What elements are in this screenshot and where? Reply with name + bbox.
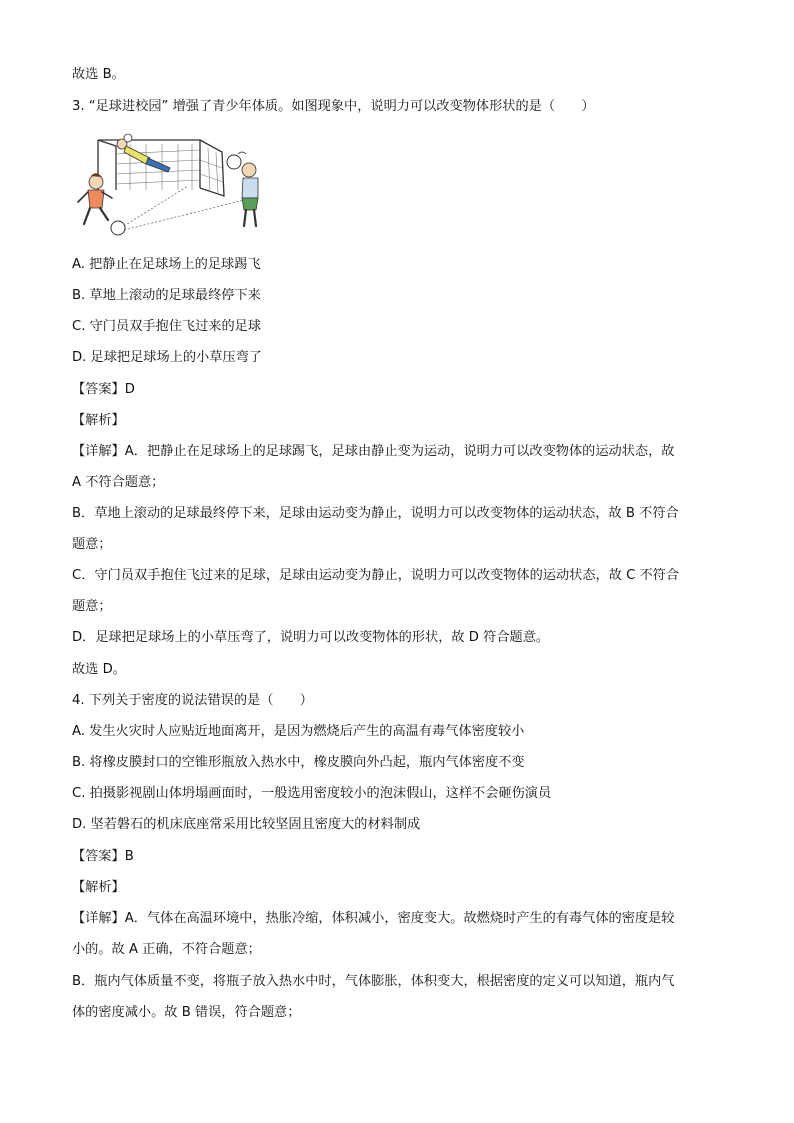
explanation-line: 题意；: [72, 599, 112, 614]
explanation-line: B．草地上滚动的足球最终停下来，足球由运动变为静止，说明力可以改变物体的运动状态，故 B 不符合: [72, 506, 679, 521]
analysis-label: 【解析】: [72, 880, 125, 895]
trajectory-lines: [124, 186, 244, 230]
answer-label: 【答案】D: [72, 382, 135, 397]
option-c: C. 拍摄影视剧山体坍塌画面时，一般选用密度较小的泡沫假山，这样不会砸伤演员: [72, 786, 552, 801]
option-d: D. 足球把足球场上的小草压弯了: [72, 350, 262, 365]
explanation-line: 体的密度减小。故 B 错误，符合题意；: [72, 1005, 301, 1020]
option-b: B. 将橡皮膜封口的空锥形瓶放入热水中，橡皮膜向外凸起，瓶内气体密度不变: [72, 755, 525, 770]
option-d: D. 坚若磐石的机床底座常采用比较坚固且密度大的材料制成: [72, 817, 421, 832]
soccer-ball-icon: [111, 221, 125, 235]
option-a: A. 把静止在足球场上的足球踢飞: [72, 257, 261, 272]
text-line: 故选 B。: [72, 67, 125, 82]
explanation-line: 小的。故 A 正确，不符合题意；: [72, 942, 261, 957]
answer-label: 【答案】B: [72, 849, 134, 864]
soccer-illustration: [72, 132, 274, 240]
header-player-figure: [227, 152, 258, 226]
explanation-line: A 不符合题意；: [72, 475, 165, 490]
analysis-label: 【解析】: [72, 413, 125, 428]
question-3-stem: 3. “足球进校园” 增强了青少年体质。如图现象中，说明力可以改变物体形状的是（ ）: [72, 99, 595, 114]
explanation-line: D．足球把足球场上的小草压弯了，说明力可以改变物体的形状，故 D 符合题意。: [72, 630, 550, 645]
explanation-line: 【详解】A．气体在高温环境中，热胀冷缩，体积减小，密度变大。故燃烧时产生的有毒气体的密度是较: [72, 911, 675, 926]
explanation-line: 题意；: [72, 537, 112, 552]
question-4-stem: 4. 下列关于密度的说法错误的是（ ）: [72, 693, 313, 708]
explanation-line: B．瓶内气体质量不变，将瓶子放入热水中时，气体膨胀，体积变大，根据密度的定义可以知道，瓶内气: [72, 974, 675, 989]
kicker-figure: [78, 173, 112, 224]
option-c: C. 守门员双手抱住飞过来的足球: [72, 319, 262, 334]
option-b: B. 草地上滚动的足球最终停下来: [72, 288, 261, 303]
conclusion-line: 故选 D。: [72, 662, 126, 677]
explanation-line: 【详解】A．把静止在足球场上的足球踢飞，足球由静止变为运动，说明力可以改变物体的运动状态，故: [72, 444, 675, 459]
explanation-line: C．守门员双手抱住飞过来的足球，足球由运动变为静止，说明力可以改变物体的运动状态，故 C 不符合: [72, 568, 680, 583]
option-a: A. 发生火灾时人应贴近地面离开，是因为燃烧后产生的高温有毒气体密度较小: [72, 724, 525, 739]
